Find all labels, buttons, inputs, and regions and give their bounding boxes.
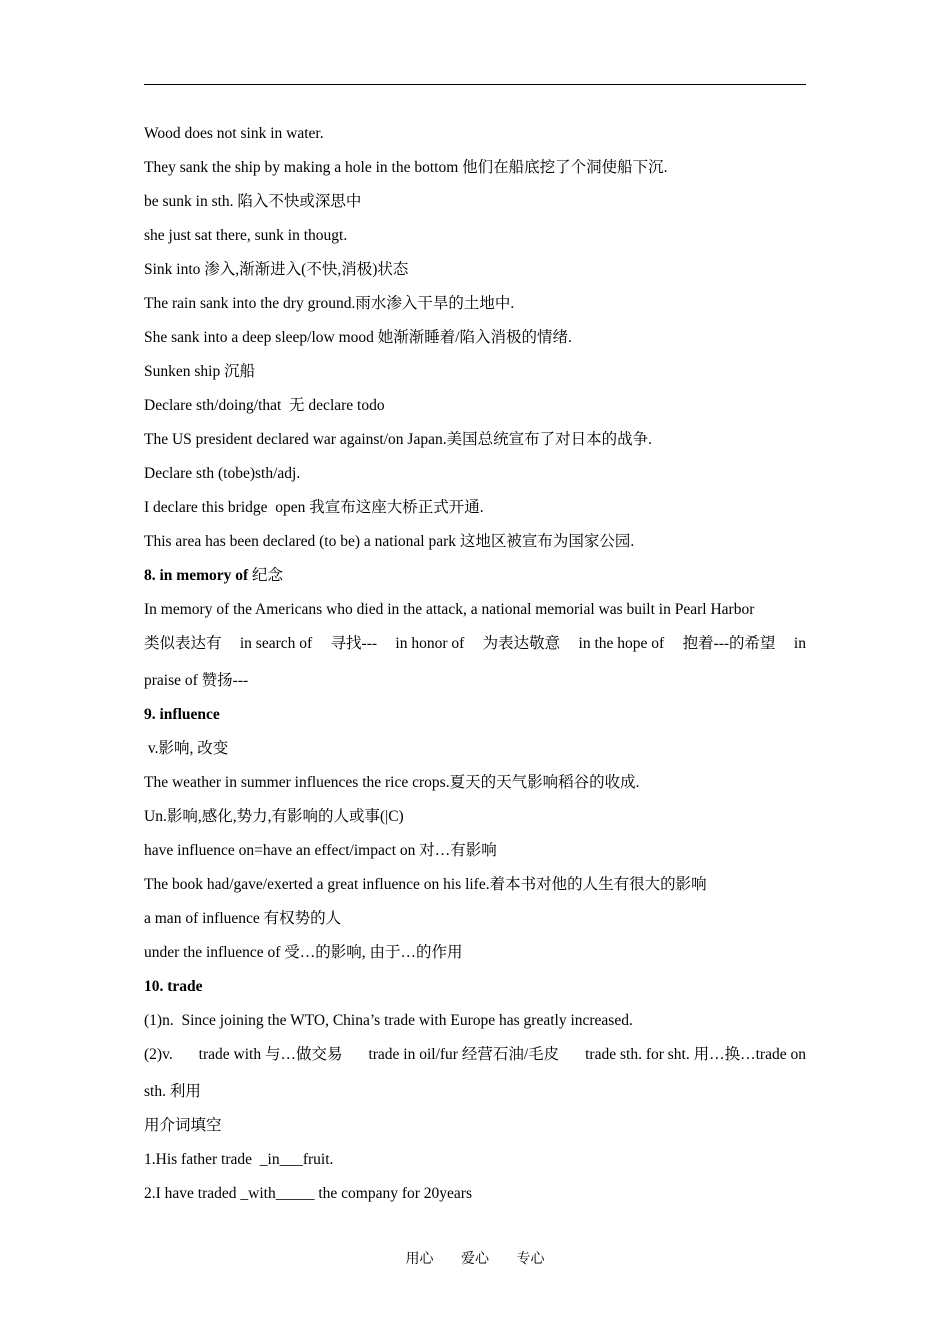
text-line: praise of 赞扬--- bbox=[144, 672, 249, 689]
text-line: In memory of the Americans who died in the attack, a national memorial was built in Pearl Harbor bbox=[144, 601, 755, 618]
document-body bbox=[144, 124, 806, 1218]
expr-part: 为表达敬意 bbox=[482, 635, 561, 652]
page-footer bbox=[0, 1248, 950, 1268]
expression-list bbox=[144, 634, 806, 654]
text-line: sth. 利用 bbox=[144, 1083, 201, 1100]
expr-part: in honor of bbox=[395, 635, 465, 652]
heading-gloss: 纪念 bbox=[252, 567, 284, 584]
text-line: v.影响, 改变 bbox=[144, 740, 229, 757]
text-line: Declare sth/doing/that 无 declare todo bbox=[144, 397, 385, 414]
expr-part: 抱着---的希望 bbox=[682, 635, 776, 652]
text-line: The US president declared war against/on Japan.美国总统宣布了对日本的战争. bbox=[144, 431, 652, 448]
usage-part: trade with 与…做交易 bbox=[198, 1046, 343, 1063]
exercise-item: 1.His father trade _in___fruit. bbox=[144, 1151, 334, 1168]
text-line: she just sat there, sunk in thougt. bbox=[144, 227, 348, 244]
usage-part: (2)v. bbox=[144, 1046, 173, 1063]
text-line: The weather in summer influences the rice crops.夏天的天气影响稻谷的收成. bbox=[144, 774, 640, 791]
text-line: have influence on=have an effect/impact on 对…有影响 bbox=[144, 842, 497, 859]
text-line: Un.影响,感化,势力,有影响的人或事(|C) bbox=[144, 808, 404, 825]
text-line: Sink into 渗入,渐渐进入(不快,消极)状态 bbox=[144, 261, 409, 278]
text-line: be sunk in sth. 陷入不快或深思中 bbox=[144, 193, 362, 210]
expr-part: in search of bbox=[239, 635, 313, 652]
text-line: Declare sth (tobe)sth/adj. bbox=[144, 465, 301, 482]
header-rule bbox=[144, 84, 806, 85]
text-line: Wood does not sink in water. bbox=[144, 125, 324, 142]
section-heading-10: 10. trade bbox=[144, 978, 203, 995]
text-line: They sank the ship by making a hole in the bottom 他们在船底挖了个洞使船下沉. bbox=[144, 159, 668, 176]
footer-text: 用心 bbox=[405, 1252, 434, 1267]
section-heading-8 bbox=[144, 566, 806, 586]
usage-part: trade in oil/fur 经营石油/毛皮 bbox=[368, 1046, 560, 1063]
exercise-title: 用介词填空 bbox=[144, 1117, 222, 1134]
footer-text: 爱心 bbox=[461, 1252, 489, 1267]
verb-usage-line bbox=[144, 1045, 806, 1065]
expr-part: 类似表达有 bbox=[144, 635, 222, 652]
exercise-item: 2.I have traded _with_____ the company for 20years bbox=[144, 1185, 472, 1202]
heading-label: 8. in memory of bbox=[144, 567, 249, 584]
expr-part: in bbox=[793, 635, 806, 652]
text-line: The rain sank into the dry ground.雨水渗入干旱的土地中. bbox=[144, 295, 515, 312]
text-line: She sank into a deep sleep/low mood 她渐渐睡着/陷入消极的情绪. bbox=[144, 329, 572, 346]
text-line: The book had/gave/exerted a great influence on his life.着本书对他的人生有很大的影响 bbox=[144, 876, 707, 893]
text-line: under the influence of 受…的影响, 由于…的作用 bbox=[144, 944, 463, 961]
text-line: I declare this bridge open 我宣布这座大桥正式开通. bbox=[144, 499, 484, 516]
footer-text: 专心 bbox=[516, 1252, 545, 1267]
expr-part: in the hope of bbox=[578, 635, 665, 652]
text-line: Sunken ship 沉船 bbox=[144, 363, 256, 380]
text-line: (1)n. Since joining the WTO, China’s trade with Europe has greatly increased. bbox=[144, 1012, 633, 1029]
usage-part: trade sth. for sht. 用…换…trade on bbox=[585, 1046, 806, 1063]
expr-part: 寻找--- bbox=[330, 635, 378, 652]
section-heading-9: 9. influence bbox=[144, 706, 220, 723]
text-line: This area has been declared (to be) a national park 这地区被宣布为国家公园. bbox=[144, 533, 635, 550]
text-line: a man of influence 有权势的人 bbox=[144, 910, 342, 927]
